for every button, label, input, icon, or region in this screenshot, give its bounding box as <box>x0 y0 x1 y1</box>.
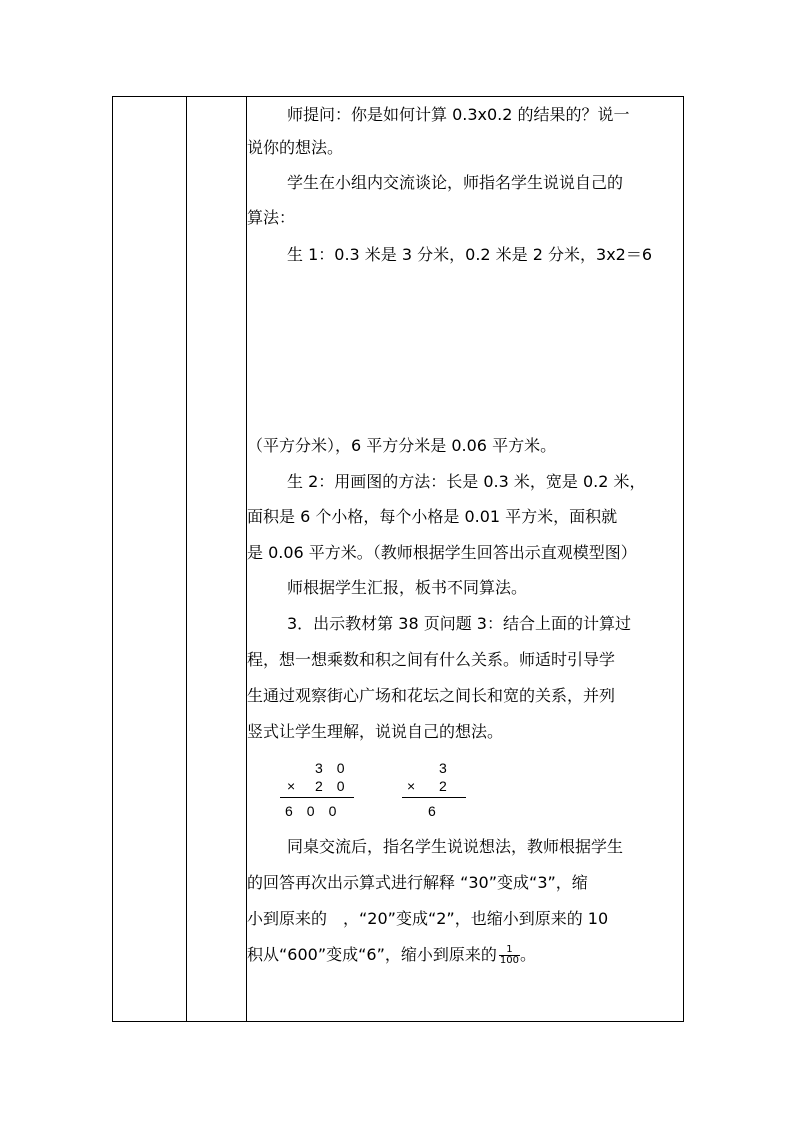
fraction <box>499 945 520 966</box>
calc2-top: 3 <box>439 760 447 776</box>
fraction-denominator: 100 <box>499 955 519 966</box>
calc2-rule <box>402 797 466 798</box>
text-line: 3．出示教材第 38 页问题 3：结合上面的计算过 <box>287 614 631 633</box>
text-line: 师提问：你是如何计算 0.3x0.2 的结果的？说一 <box>287 105 630 124</box>
calc1-multiplier: 2 0 <box>315 778 345 794</box>
calc1-rule <box>280 797 354 798</box>
text-line: 学生在小组内交流谈论，师指名学生说说自己的 <box>287 173 624 192</box>
column-divider-1 <box>186 97 187 1021</box>
lesson-table <box>112 96 684 1022</box>
text-line: 说你的想法。 <box>247 138 344 157</box>
calc1-top: 3 0 <box>315 760 345 776</box>
calc1-result: 6 0 0 <box>285 803 337 819</box>
calc2-multiplier: 2 <box>439 778 447 794</box>
calc1-operator: × <box>287 778 296 794</box>
calc2-operator: × <box>407 778 416 794</box>
text-line: 的回答再次出示算式进行解释 “30”变成“3”，缩 <box>247 873 588 892</box>
text-line: 生通过观察街心广场和花坛之间长和宽的关系，并列 <box>247 686 616 705</box>
text-line: 生 1：0.3 米是 3 分米，0.2 米是 2 分米，3x2＝6 <box>287 245 653 264</box>
text-line: 生 2：用画图的方法：长是 0.3 米，宽是 0.2 米， <box>287 472 646 491</box>
text-line: 同桌交流后，指名学生说说想法，教师根据学生 <box>287 837 624 856</box>
fraction-numerator: 1 <box>499 945 520 956</box>
text-line: 程，想一想乘数和积之间有什么关系。师适时引导学 <box>247 650 616 669</box>
text-line: 竖式让学生理解，说说自己的想法。 <box>247 722 504 741</box>
text-line: （平方分米），6 平方分米是 0.06 平方米。 <box>247 436 557 455</box>
text-line-part: 。 <box>519 945 536 964</box>
text-line: 是 0.06 平方米。（教师根据学生回答出示直观模型图） <box>247 543 637 562</box>
text-line: 算法： <box>247 208 296 227</box>
calc2-result: 6 <box>428 803 436 819</box>
text-line: 师根据学生汇报，板书不同算法。 <box>287 578 528 597</box>
text-line <box>247 945 536 966</box>
text-line-part: 积从“600”变成“6”，缩小到原来的 <box>247 945 497 964</box>
text-line: 面积是 6 个小格，每个小格是 0.01 平方米，面积就 <box>247 507 618 526</box>
text-line: 小到原来的 ，“20”变成“2”，也缩小到原来的 10 <box>247 909 609 928</box>
